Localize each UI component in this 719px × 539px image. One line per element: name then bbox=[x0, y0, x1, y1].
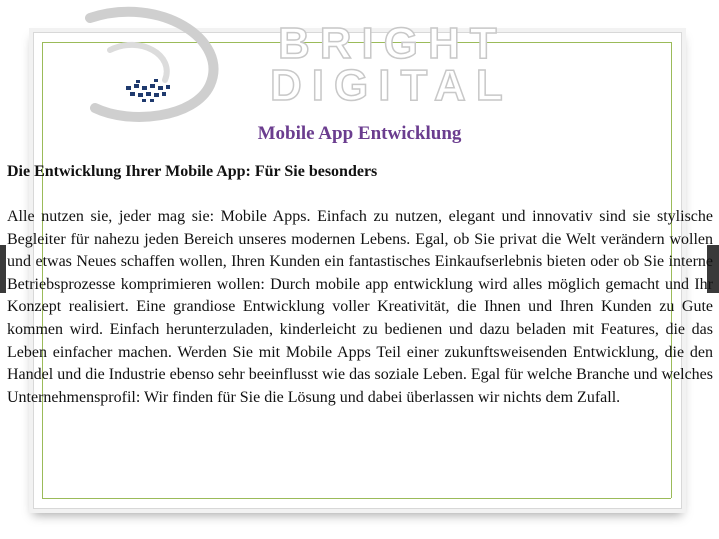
side-tab-left bbox=[0, 245, 6, 293]
bright-digital-logo bbox=[70, 0, 630, 125]
logo-line-1: BRIGHT bbox=[278, 19, 507, 68]
logo-line-2: DIGITAL bbox=[270, 61, 513, 110]
body-paragraph: Alle nutzen sie, jeder mag sie: Mobile Apps. Einfach zu nutzen, elegant und innovativ sind sie stylische Begleiter für nahezu jeden Bereich unseres modernen Lebens. Egal, ob Sie privat die Welt verändern wollen und etwas Neues schaffen wollen, Ihren Kunden ein fantastisches Einkaufserlebnis bieten oder ob Sie interne Betriebsprozesse komprimieren wollen: Durch mobile app entwicklung wird alles möglich gemacht und Ihr Konzept realisiert. Eine grandiose Entwicklung voller Kreativität, die Ihnen und Ihren Kunden zu Gute kommen wird. Einfach herunterzuladen, kinderleicht zu bedienen und dazu beladen mit Features, die das Leben einfacher machen. Werden Sie mit Mobile Apps Teil einer zukunftsweisenden Entwicklung, die den Handel und die Industrie ebenso sehr beeinflusst wie das soziale Leben. Egal für welche Branche und welches Unternehmensprofil: Wir finden für Sie die Lösung und dabei überlassen wir nichts dem Zufall. bbox=[7, 208, 713, 406]
page-title: Mobile App Entwicklung bbox=[257, 123, 462, 144]
page-subtitle: Die Entwicklung Ihrer Mobile App: Für Sie besonders bbox=[7, 163, 378, 180]
frame-line-bottom bbox=[42, 498, 671, 499]
logo-arc-inner bbox=[110, 45, 167, 80]
